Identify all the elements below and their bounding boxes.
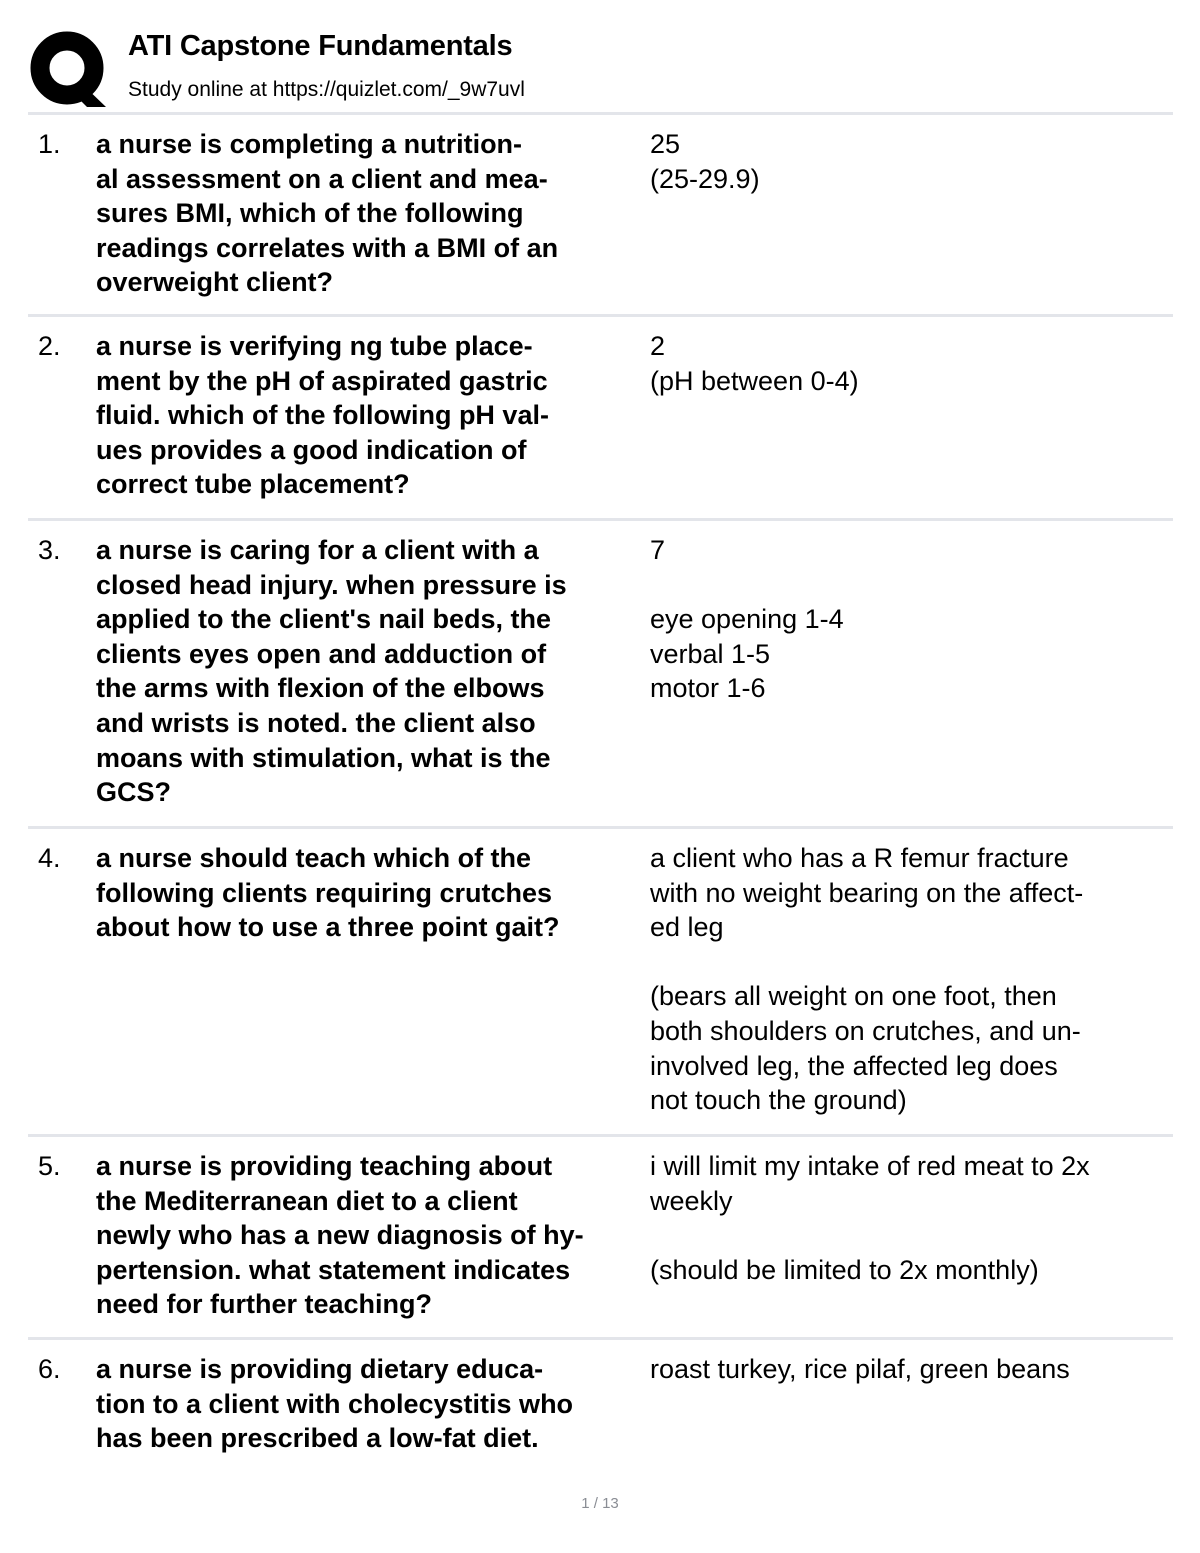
card-term: a nurse is caring for a client with a closed head injury. when pressure is applied to the client's nail beds, the clients eyes open and adduction of the arms with flexion of the elbows and wrists is noted. the client also moans with stimulation, what is the GCS? xyxy=(96,535,567,808)
card-definition: 7 eye opening 1-4 verbal 1-5 motor 1-6 xyxy=(650,535,844,704)
study-online-link[interactable]: Study online at https://quizlet.com/_9w7uvl xyxy=(128,78,525,101)
card-definition: a client who has a R femur fracture with no weight bearing on the affect- ed leg (bears all weight on one foot, then both shoulders on crutches, and un- involved leg, the affected leg does not touch the ground) xyxy=(650,843,1084,1116)
card-number: 1. xyxy=(38,129,61,159)
document-title: ATI Capstone Fundamentals xyxy=(128,30,513,62)
card-definition: roast turkey, rice pilaf, green beans xyxy=(650,1354,1070,1384)
divider xyxy=(28,314,1173,317)
card-term: a nurse is completing a nutrition- al assessment on a client and mea- sures BMI, which of the following readings correlates with a BMI of an overweight client? xyxy=(96,129,559,298)
card-definition: 2 (pH between 0-4) xyxy=(650,331,859,396)
card-term: a nurse is verifying ng tube place- ment by the pH of aspirated gastric fluid. which of the following pH val- ues provides a good indication of correct tube placement? xyxy=(96,331,549,500)
card-number: 5. xyxy=(38,1151,61,1181)
quizlet-logo-icon xyxy=(30,30,108,108)
divider xyxy=(28,112,1173,115)
document-header xyxy=(28,26,1178,110)
divider xyxy=(28,1337,1173,1340)
card-definition: i will limit my intake of red meat to 2x weekly (should be limited to 2x monthly) xyxy=(650,1151,1090,1285)
card-number: 6. xyxy=(38,1354,61,1384)
card-number: 4. xyxy=(38,843,61,873)
card-term: a nurse is providing dietary educa- tion to a client with cholecystitis who has been prescribed a low-fat diet. xyxy=(96,1354,574,1454)
divider xyxy=(28,518,1173,521)
card-number: 3. xyxy=(38,535,61,565)
card-term: a nurse is providing teaching about the Mediterranean diet to a client newly who has a new diagnosis of hy- pertension. what statement indicates need for further teaching? xyxy=(96,1151,584,1320)
divider xyxy=(28,1134,1173,1137)
divider xyxy=(28,826,1173,829)
page-indicator: 1 / 13 xyxy=(581,1495,619,1512)
card-term: a nurse should teach which of the following clients requiring crutches about how to use a three point gait? xyxy=(96,843,560,943)
card-number: 2. xyxy=(38,331,61,361)
card-definition: 25 (25-29.9) xyxy=(650,129,760,194)
